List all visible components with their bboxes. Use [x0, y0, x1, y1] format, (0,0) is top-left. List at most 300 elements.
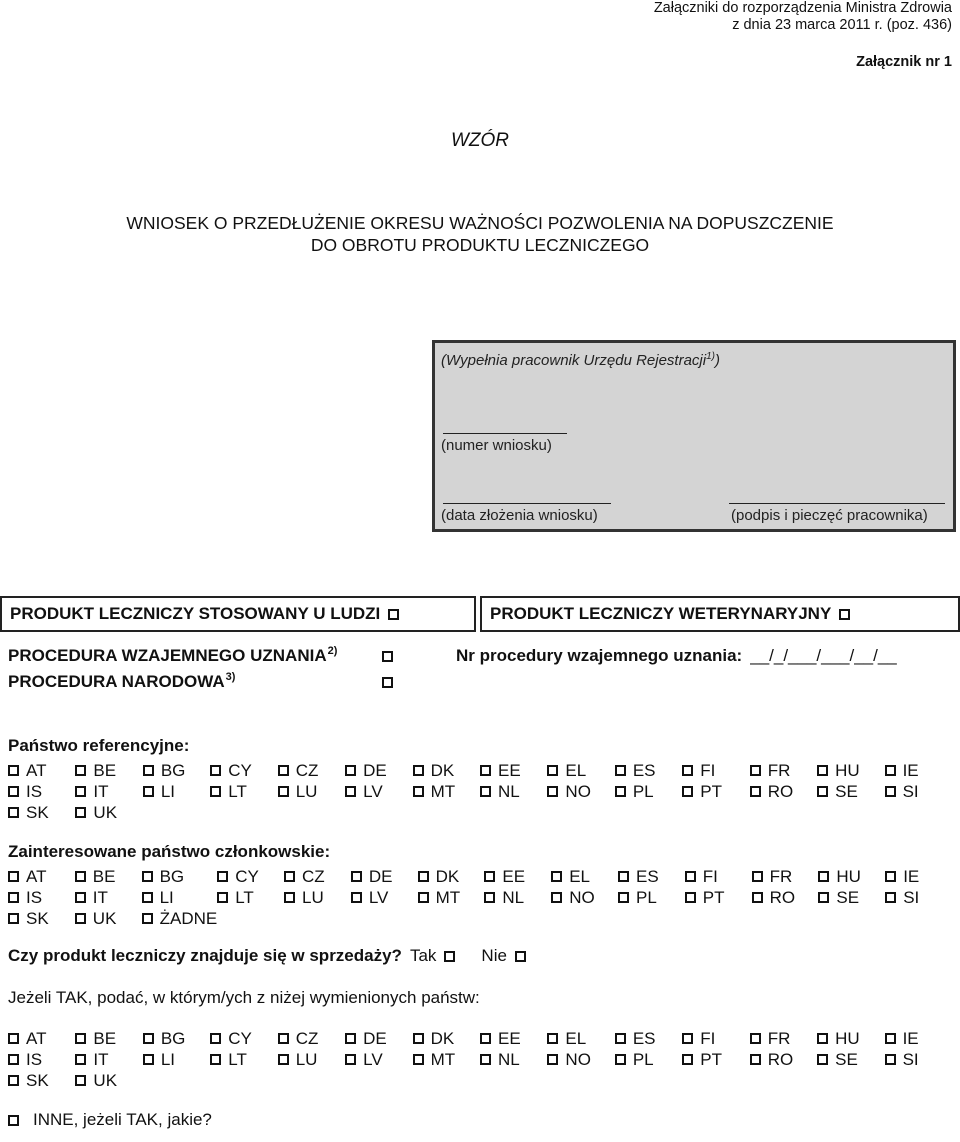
country-code: CY: [228, 760, 252, 780]
country-code: SE: [836, 887, 860, 907]
checkbox[interactable]: [210, 765, 221, 776]
country-option[interactable]: [418, 866, 485, 887]
country-option[interactable]: [685, 887, 752, 908]
country-code: PT: [702, 887, 725, 907]
country-option[interactable]: [480, 760, 547, 781]
checkbox[interactable]: [345, 1054, 356, 1065]
country-code: AT: [26, 866, 47, 886]
date-label: (data złożenia wniosku): [441, 507, 598, 524]
country-option[interactable]: [278, 760, 345, 781]
regulation-line-1: Załączniki do rozporządzenia Ministra Zdrowia: [653, 0, 952, 16]
country-option[interactable]: [413, 1028, 480, 1049]
country-code: CZ: [295, 1028, 319, 1048]
country-option[interactable]: [210, 1028, 277, 1049]
checkbox[interactable]: [750, 1033, 761, 1044]
checkbox[interactable]: [750, 1054, 761, 1065]
country-code: MT: [430, 1049, 456, 1069]
country-code: IT: [92, 887, 108, 907]
national-procedure-checkbox[interactable]: [382, 677, 393, 688]
country-option[interactable]: [75, 908, 142, 929]
country-option[interactable]: [750, 781, 817, 802]
checkbox[interactable]: [547, 1033, 558, 1044]
checkbox[interactable]: [752, 871, 763, 882]
country-code: SK: [26, 1070, 49, 1090]
annex-label: Załącznik nr 1: [856, 54, 952, 70]
checkbox[interactable]: [75, 892, 86, 903]
concerned-states-grid: [8, 866, 952, 929]
country-code: EE: [502, 866, 526, 886]
checkbox[interactable]: [885, 786, 896, 797]
checkbox[interactable]: [388, 609, 399, 620]
country-code: LI: [159, 887, 174, 907]
checkbox[interactable]: [413, 786, 424, 797]
country-code: BE: [93, 1028, 117, 1048]
country-code: LI: [160, 781, 176, 801]
checkbox[interactable]: [210, 786, 221, 797]
country-option[interactable]: [885, 760, 952, 781]
country-option[interactable]: [484, 887, 551, 908]
country-option[interactable]: [8, 760, 75, 781]
checkbox[interactable]: [8, 1075, 19, 1086]
country-option[interactable]: [75, 1070, 142, 1091]
country-code: LT: [228, 781, 247, 801]
checkbox[interactable]: [682, 786, 693, 797]
country-option[interactable]: [818, 887, 885, 908]
checkbox[interactable]: [551, 871, 562, 882]
country-code: EL: [565, 760, 587, 780]
checkbox[interactable]: [142, 913, 153, 924]
human-product-option[interactable]: PRODUKT LECZNICZY STOSOWANY U LUDZI: [0, 596, 476, 632]
country-code: IE: [902, 1028, 919, 1048]
country-code: UK: [92, 908, 117, 928]
checkbox[interactable]: [682, 1033, 693, 1044]
procedure-number-field[interactable]: Nr procedury wzajemnego uznania: __/_/___/___/__/__: [456, 646, 897, 665]
checkbox[interactable]: [682, 1054, 693, 1065]
country-option[interactable]: [817, 781, 884, 802]
country-option[interactable]: [817, 1028, 884, 1049]
country-option[interactable]: [885, 866, 952, 887]
country-code: LV: [363, 1049, 383, 1069]
country-code: BE: [92, 866, 116, 886]
country-option[interactable]: [615, 781, 682, 802]
country-code: RO: [767, 781, 794, 801]
country-option[interactable]: [351, 866, 418, 887]
checkbox[interactable]: [142, 892, 153, 903]
checkbox[interactable]: [818, 871, 829, 882]
country-option[interactable]: [615, 1049, 682, 1070]
country-code: LI: [160, 1049, 176, 1069]
country-option[interactable]: [8, 866, 75, 887]
checkbox[interactable]: [143, 765, 154, 776]
country-option[interactable]: [480, 1028, 547, 1049]
checkbox[interactable]: [682, 765, 693, 776]
veterinary-product-option[interactable]: PRODUKT LECZNICZY WETERYNARYJNY: [480, 596, 960, 632]
country-code: LT: [235, 887, 254, 907]
checkbox[interactable]: [8, 786, 19, 797]
checkbox[interactable]: [484, 871, 495, 882]
title-line-1: WNIOSEK O PRZEDŁUŻENIE OKRESU WAŻNOŚCI POZWOLENIA NA DOPUSZCZENIE: [126, 213, 834, 233]
country-code: SI: [903, 887, 920, 907]
checkbox[interactable]: [345, 786, 356, 797]
checkbox[interactable]: [8, 871, 19, 882]
checkbox[interactable]: [547, 765, 558, 776]
country-code: EE: [498, 760, 521, 780]
country-code: PT: [700, 1049, 723, 1069]
national-procedure-label: PROCEDURA NARODOWA $^{3)}$: [8, 671, 236, 691]
country-option[interactable]: [547, 1028, 614, 1049]
country-option[interactable]: [345, 781, 412, 802]
checkbox[interactable]: [885, 892, 896, 903]
country-option[interactable]: [750, 1028, 817, 1049]
country-option[interactable]: [818, 866, 885, 887]
country-option[interactable]: [8, 1049, 75, 1070]
country-code: FI: [700, 1028, 716, 1048]
country-code: HU: [835, 760, 860, 780]
checkbox[interactable]: [75, 1075, 86, 1086]
checkbox[interactable]: [143, 1033, 154, 1044]
country-code: PL: [636, 887, 657, 907]
country-code: AT: [26, 760, 47, 780]
checkbox[interactable]: [685, 871, 696, 882]
country-option[interactable]: [484, 866, 551, 887]
yes-checkbox[interactable]: [444, 951, 455, 962]
signature-line[interactable]: [729, 503, 945, 504]
document-title: [0, 212, 960, 256]
checkbox[interactable]: [75, 1054, 86, 1065]
country-option[interactable]: [480, 781, 547, 802]
checkbox[interactable]: [75, 913, 86, 924]
checkbox[interactable]: [615, 786, 626, 797]
checkbox[interactable]: [278, 786, 289, 797]
checkbox[interactable]: [885, 1033, 896, 1044]
country-option[interactable]: [142, 908, 218, 929]
country-code: CY: [228, 1028, 252, 1048]
checkbox[interactable]: [345, 1033, 356, 1044]
checkbox[interactable]: [618, 871, 629, 882]
checkbox[interactable]: [8, 807, 19, 818]
country-option[interactable]: [685, 866, 752, 887]
checkbox[interactable]: [839, 609, 850, 620]
country-code: LU: [302, 887, 324, 907]
market-states-label: Jeżeli TAK, podać, w którym/ych z niżej wymienionych państw:: [8, 988, 480, 1007]
checkbox[interactable]: [750, 765, 761, 776]
country-option[interactable]: [142, 866, 218, 887]
checkbox[interactable]: [547, 786, 558, 797]
country-code: RO: [767, 1049, 794, 1069]
checkbox[interactable]: [8, 1033, 19, 1044]
checkbox[interactable]: [345, 765, 356, 776]
country-code: CZ: [302, 866, 325, 886]
country-code: DE: [368, 866, 393, 886]
country-code: DK: [435, 866, 460, 886]
country-option[interactable]: [210, 781, 277, 802]
country-option[interactable]: [817, 760, 884, 781]
checkbox[interactable]: [75, 1033, 86, 1044]
country-code: AT: [26, 1028, 47, 1048]
country-option[interactable]: [618, 866, 685, 887]
checkbox[interactable]: [885, 1054, 896, 1065]
checkbox[interactable]: [142, 871, 153, 882]
checkbox[interactable]: [8, 765, 19, 776]
checkbox[interactable]: [8, 1054, 19, 1065]
country-code: DK: [430, 760, 455, 780]
country-code: SE: [835, 1049, 858, 1069]
country-option[interactable]: [8, 802, 75, 823]
country-code: SK: [26, 802, 49, 822]
regulation-line-2: z dnia 23 marca 2011 r. (poz. 436): [732, 17, 952, 33]
country-option[interactable]: [752, 887, 819, 908]
checkbox[interactable]: [817, 1054, 828, 1065]
country-code: SK: [26, 908, 49, 928]
checkbox[interactable]: [817, 1033, 828, 1044]
checkbox[interactable]: [547, 1054, 558, 1065]
country-code: DK: [430, 1028, 455, 1048]
number-line[interactable]: [443, 433, 567, 434]
checkbox[interactable]: [615, 765, 626, 776]
checkbox[interactable]: [752, 892, 763, 903]
country-code: IS: [26, 1049, 43, 1069]
checkbox[interactable]: [885, 765, 896, 776]
other-checkbox[interactable]: [8, 1115, 19, 1126]
country-option[interactable]: [143, 760, 210, 781]
signature-label: (podpis i pieczęć pracownika): [731, 507, 928, 524]
procedure-number-value[interactable]: __/_/___/___/__/__: [750, 646, 897, 665]
country-code: NL: [502, 887, 525, 907]
office-box-heading: (Wypełnia pracownik Urzędu Rejestracji$^{1)}$): [441, 351, 720, 369]
country-code: ES: [632, 760, 656, 780]
country-option[interactable]: [143, 781, 210, 802]
country-code: HU: [835, 1028, 860, 1048]
checkbox[interactable]: [284, 892, 295, 903]
country-code: MT: [430, 781, 456, 801]
country-code: UK: [93, 802, 118, 822]
title-line-2: DO OBROTU PRODUKTU LECZNICZEGO: [310, 235, 650, 255]
country-option[interactable]: [345, 760, 412, 781]
checkbox[interactable]: [351, 892, 362, 903]
country-option[interactable]: [217, 887, 284, 908]
country-code: LV: [363, 781, 383, 801]
country-option[interactable]: [75, 781, 142, 802]
checkbox[interactable]: [817, 786, 828, 797]
mutual-recognition-checkbox[interactable]: [382, 651, 393, 662]
country-option[interactable]: [142, 887, 218, 908]
country-code: LU: [295, 781, 318, 801]
country-code: LT: [228, 1049, 247, 1069]
checkbox[interactable]: [750, 786, 761, 797]
country-code: IT: [93, 1049, 109, 1069]
country-option[interactable]: [284, 866, 351, 887]
checkbox[interactable]: [618, 892, 629, 903]
country-code: NL: [498, 1049, 520, 1069]
country-option[interactable]: [210, 1049, 277, 1070]
country-option[interactable]: [8, 1070, 75, 1091]
checkbox[interactable]: [278, 1054, 289, 1065]
country-option[interactable]: [8, 781, 75, 802]
country-option[interactable]: [278, 1049, 345, 1070]
country-code: SI: [902, 1049, 919, 1069]
country-code: NL: [498, 781, 520, 801]
product-type-row: [0, 596, 960, 636]
country-option[interactable]: [547, 1049, 614, 1070]
checkbox[interactable]: [143, 786, 154, 797]
country-option[interactable]: [75, 1049, 142, 1070]
country-code: ES: [636, 866, 659, 886]
country-code: PT: [700, 781, 723, 801]
office-use-box: [432, 340, 956, 532]
checkbox[interactable]: [210, 1033, 221, 1044]
checkbox[interactable]: [615, 1033, 626, 1044]
country-option[interactable]: [8, 887, 75, 908]
country-code: BE: [93, 760, 117, 780]
country-option[interactable]: [345, 1049, 412, 1070]
country-option[interactable]: [615, 760, 682, 781]
checkbox[interactable]: [75, 786, 86, 797]
country-code: NO: [565, 1049, 591, 1069]
checkbox[interactable]: [8, 913, 19, 924]
country-option[interactable]: [752, 866, 819, 887]
country-code: CY: [235, 866, 259, 886]
checkbox[interactable]: [818, 892, 829, 903]
country-option[interactable]: [278, 1028, 345, 1049]
country-code: HU: [836, 866, 861, 886]
country-option[interactable]: [75, 760, 142, 781]
country-option[interactable]: [551, 887, 618, 908]
country-option[interactable]: [345, 1028, 412, 1049]
checkbox[interactable]: [615, 1054, 626, 1065]
checkbox[interactable]: [418, 871, 429, 882]
country-option[interactable]: [217, 866, 284, 887]
checkbox[interactable]: [278, 765, 289, 776]
checkbox[interactable]: [480, 765, 491, 776]
country-option[interactable]: [284, 887, 351, 908]
checkbox[interactable]: [143, 1054, 154, 1065]
checkbox[interactable]: [685, 892, 696, 903]
concerned-states-label: Zainteresowane państwo członkowskie:: [8, 842, 331, 861]
country-code: IS: [26, 887, 43, 907]
country-code: ES: [632, 1028, 656, 1048]
country-option[interactable]: [615, 1028, 682, 1049]
country-option[interactable]: [75, 1028, 142, 1049]
checkbox[interactable]: [75, 765, 86, 776]
country-code: NO: [565, 781, 591, 801]
checkbox[interactable]: [217, 871, 228, 882]
checkbox[interactable]: [885, 871, 896, 882]
checkbox[interactable]: [817, 765, 828, 776]
country-option[interactable]: [210, 760, 277, 781]
country-option[interactable]: [413, 1049, 480, 1070]
checkbox[interactable]: [351, 871, 362, 882]
country-option[interactable]: [817, 1049, 884, 1070]
country-code: EL: [569, 866, 590, 886]
checkbox[interactable]: [278, 1033, 289, 1044]
number-label: (numer wniosku): [441, 437, 552, 454]
country-option[interactable]: [885, 1028, 952, 1049]
country-option[interactable]: [750, 760, 817, 781]
country-option[interactable]: [418, 887, 485, 908]
country-option[interactable]: [351, 887, 418, 908]
country-code: FR: [767, 1028, 791, 1048]
country-code: IE: [902, 760, 919, 780]
country-option[interactable]: [682, 781, 749, 802]
country-option[interactable]: [480, 1049, 547, 1070]
country-code: ŻADNE: [159, 908, 218, 928]
checkbox[interactable]: [413, 765, 424, 776]
country-code: SE: [835, 781, 858, 801]
country-option[interactable]: [885, 887, 952, 908]
date-line[interactable]: [443, 503, 611, 504]
country-option[interactable]: [75, 887, 142, 908]
checkbox[interactable]: [75, 807, 86, 818]
checkbox[interactable]: [413, 1054, 424, 1065]
country-option[interactable]: [143, 1028, 210, 1049]
country-code: EL: [565, 1028, 587, 1048]
no-checkbox[interactable]: [515, 951, 526, 962]
country-code: LU: [295, 1049, 318, 1069]
country-option[interactable]: [682, 760, 749, 781]
country-code: FI: [700, 760, 716, 780]
country-code: FI: [702, 866, 718, 886]
checkbox[interactable]: [480, 1033, 491, 1044]
country-option[interactable]: [682, 1049, 749, 1070]
checkbox[interactable]: [480, 1054, 491, 1065]
country-code: BG: [159, 866, 185, 886]
country-option[interactable]: [885, 1049, 952, 1070]
country-option[interactable]: [75, 866, 142, 887]
country-option[interactable]: [143, 1049, 210, 1070]
country-code: PL: [632, 1049, 654, 1069]
checkbox[interactable]: [217, 892, 228, 903]
checkbox[interactable]: [484, 892, 495, 903]
country-option[interactable]: [547, 760, 614, 781]
country-option[interactable]: [551, 866, 618, 887]
checkbox[interactable]: [413, 1033, 424, 1044]
country-code: DE: [363, 1028, 387, 1048]
country-code: RO: [769, 887, 796, 907]
country-option[interactable]: [618, 887, 685, 908]
checkbox[interactable]: [551, 892, 562, 903]
country-option[interactable]: [547, 781, 614, 802]
country-code: LV: [368, 887, 389, 907]
country-option[interactable]: [750, 1049, 817, 1070]
country-option[interactable]: [8, 1028, 75, 1049]
country-option[interactable]: [278, 781, 345, 802]
country-option[interactable]: [75, 802, 142, 823]
reference-state-grid: [8, 760, 952, 823]
checkbox[interactable]: [284, 871, 295, 882]
regulation-header: [654, 0, 952, 34]
checkbox[interactable]: [210, 1054, 221, 1065]
country-code: DE: [363, 760, 387, 780]
checkbox[interactable]: [8, 892, 19, 903]
checkbox[interactable]: [480, 786, 491, 797]
other-option[interactable]: INNE, jeżeli TAK, jakie?: [8, 1110, 212, 1130]
country-option[interactable]: [682, 1028, 749, 1049]
country-code: SI: [902, 781, 919, 801]
country-option[interactable]: [413, 781, 480, 802]
market-states-grid: [8, 1028, 952, 1091]
country-code: IE: [903, 866, 920, 886]
country-option[interactable]: [885, 781, 952, 802]
country-code: UK: [93, 1070, 118, 1090]
country-code: IT: [93, 781, 109, 801]
checkbox[interactable]: [75, 871, 86, 882]
on-market-question: Czy produkt leczniczy znajduje się w sprzedaży? Tak Nie: [8, 946, 526, 966]
country-code: NO: [569, 887, 595, 907]
country-code: EE: [498, 1028, 521, 1048]
country-option[interactable]: [413, 760, 480, 781]
country-option[interactable]: [8, 908, 75, 929]
checkbox[interactable]: [418, 892, 429, 903]
